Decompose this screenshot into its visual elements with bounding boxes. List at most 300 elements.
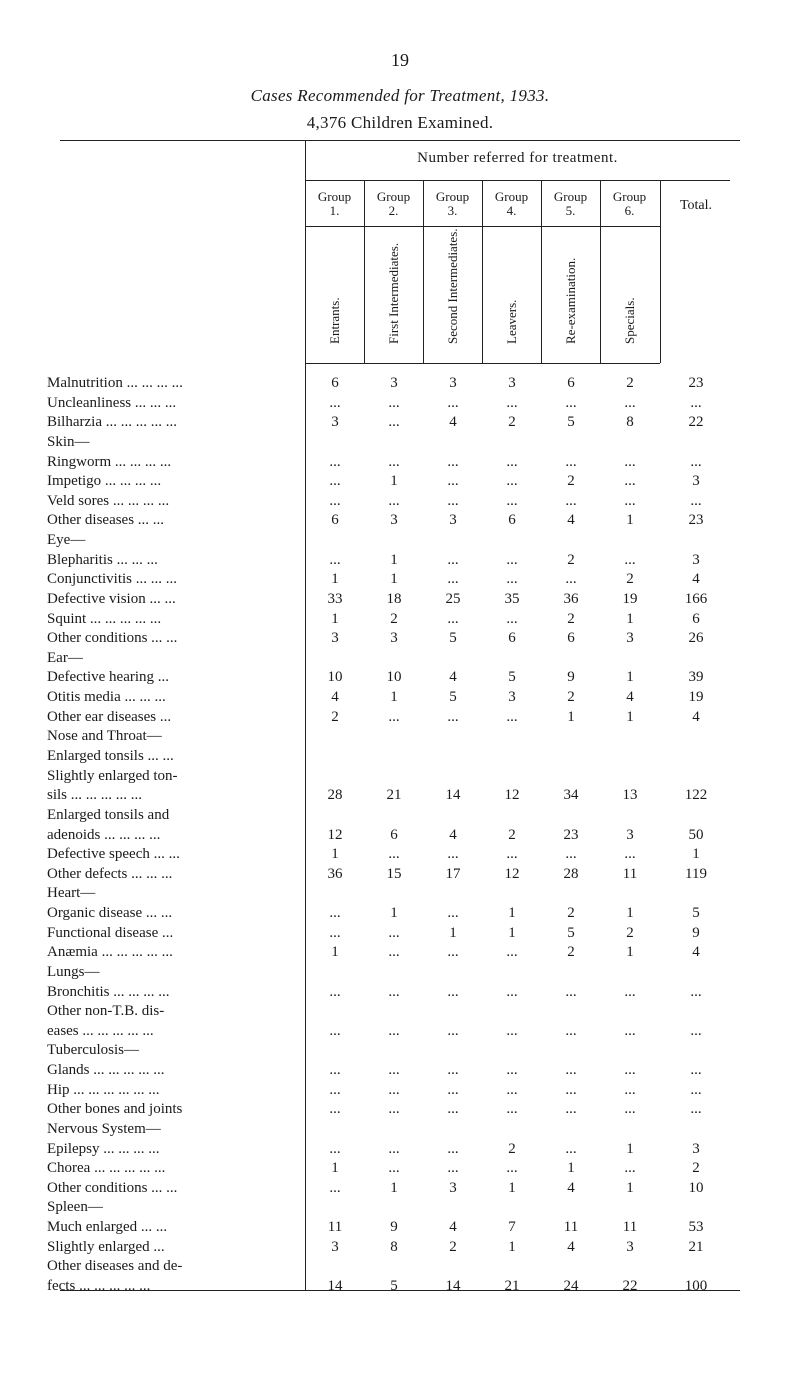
value-cell: 5 [567, 414, 575, 430]
value-cell: ... [329, 984, 341, 1000]
row-label: Heart— [47, 885, 96, 901]
value-cell: 2 [567, 944, 575, 960]
value-cell: ... [506, 984, 518, 1000]
total-cell: 19 [688, 689, 704, 705]
value-cell: ... [624, 1101, 636, 1117]
value-cell: ... [329, 552, 341, 568]
value-cell: 2 [626, 375, 634, 391]
row-label: Nervous System— [47, 1121, 161, 1137]
value-cell: ... [565, 493, 577, 509]
total-cell: 4 [692, 571, 700, 587]
col-divider-6 [660, 180, 661, 363]
total-cell: 23 [688, 512, 704, 528]
value-cell: ... [506, 552, 518, 568]
value-cell: 17 [445, 866, 461, 882]
value-cell: 1 [331, 846, 339, 862]
table-row [0, 944, 800, 966]
category-leavers: Leavers. [504, 299, 519, 344]
row-label: adenoids ... ... ... ... [47, 827, 161, 843]
value-cell: 2 [508, 827, 516, 843]
value-cell: ... [388, 846, 400, 862]
row-label: Other conditions ... ... [47, 1180, 178, 1196]
value-cell: ... [506, 571, 518, 587]
value-cell: 6 [567, 375, 575, 391]
total-cell: 6 [692, 611, 700, 627]
row-label: Otitis media ... ... ... [47, 689, 166, 705]
row-label: Organic disease ... ... [47, 905, 173, 921]
total-cell: 5 [692, 905, 700, 921]
value-cell: ... [506, 1023, 518, 1039]
value-cell: 3 [390, 630, 398, 646]
value-cell: 1 [626, 1180, 634, 1196]
value-cell: 22 [622, 1278, 638, 1294]
table-row [0, 375, 800, 397]
total-cell: 26 [688, 630, 704, 646]
table-row [0, 1042, 800, 1064]
value-cell: ... [506, 611, 518, 627]
row-label: Enlarged tonsils and [47, 807, 170, 823]
value-cell: ... [447, 395, 459, 411]
value-cell: 35 [504, 591, 520, 607]
group-3-header: Group 3. [435, 189, 470, 218]
value-cell: ... [388, 1101, 400, 1117]
row-label: Spleen— [47, 1199, 103, 1215]
value-cell: 2 [567, 473, 575, 489]
row-label: Hip ... ... ... ... ... ... [47, 1082, 160, 1098]
row-label: Conjunctivitis ... ... ... [47, 571, 178, 587]
total-cell: ... [690, 1082, 702, 1098]
value-cell: ... [624, 493, 636, 509]
row-label: Other diseases ... ... [47, 512, 165, 528]
total-cell: ... [690, 984, 702, 1000]
value-cell: 3 [508, 375, 516, 391]
value-cell: 14 [445, 1278, 461, 1294]
row-label: Impetigo ... ... ... ... [47, 473, 162, 489]
value-cell: 21 [386, 787, 402, 803]
table-row [0, 748, 800, 770]
row-label: Other ear diseases ... [47, 709, 172, 725]
value-cell: 19 [622, 591, 638, 607]
value-cell: 15 [386, 866, 402, 882]
row-label: Other diseases and de- [47, 1258, 183, 1274]
value-cell: 4 [626, 689, 634, 705]
value-cell: 1 [508, 905, 516, 921]
value-cell: ... [447, 1141, 459, 1157]
value-cell: 2 [567, 689, 575, 705]
total-cell: 3 [692, 473, 700, 489]
value-cell: 3 [449, 375, 457, 391]
value-cell: ... [447, 1023, 459, 1039]
row-label: Other conditions ... ... [47, 630, 178, 646]
total-cell: 50 [688, 827, 704, 843]
value-cell: ... [565, 1101, 577, 1117]
value-cell: 3 [508, 689, 516, 705]
total-cell: ... [690, 493, 702, 509]
total-cell: 23 [688, 375, 704, 391]
total-cell: ... [690, 1062, 702, 1078]
value-cell: ... [565, 454, 577, 470]
table-row [0, 728, 800, 750]
table-title: Cases Recommended for Treatment, 1933. [250, 86, 550, 105]
value-cell: ... [388, 493, 400, 509]
value-cell: 9 [567, 669, 575, 685]
value-cell: ... [329, 905, 341, 921]
value-cell: 2 [567, 905, 575, 921]
value-cell: 6 [508, 630, 516, 646]
value-cell: ... [624, 473, 636, 489]
total-cell: 21 [688, 1239, 704, 1255]
row-label: Other bones and joints [47, 1101, 183, 1117]
value-cell: 5 [449, 630, 457, 646]
row-label: sils ... ... ... ... ... [47, 787, 143, 803]
value-cell: 12 [504, 787, 520, 803]
table-row [0, 1003, 800, 1025]
value-cell: ... [329, 925, 341, 941]
value-cell: 3 [390, 375, 398, 391]
table-row [0, 1121, 800, 1143]
value-cell: 4 [449, 669, 457, 685]
table-row [0, 1258, 800, 1280]
value-cell: ... [624, 846, 636, 862]
total-cell: 4 [692, 944, 700, 960]
value-cell: ... [447, 571, 459, 587]
table-row [0, 434, 800, 456]
value-cell: 1 [508, 1180, 516, 1196]
value-cell: ... [447, 905, 459, 921]
value-cell: 8 [390, 1239, 398, 1255]
value-cell: ... [329, 473, 341, 489]
value-cell: ... [506, 846, 518, 862]
table-row [0, 630, 800, 652]
value-cell: ... [447, 846, 459, 862]
value-cell: ... [388, 944, 400, 960]
row-label: Blepharitis ... ... ... [47, 552, 158, 568]
row-label: fects ... ... ... ... ... [47, 1278, 151, 1294]
value-cell: ... [388, 1023, 400, 1039]
value-cell: 36 [563, 591, 579, 607]
value-cell: 3 [626, 827, 634, 843]
value-cell: ... [624, 454, 636, 470]
row-label: Lungs— [47, 964, 100, 980]
value-cell: ... [624, 395, 636, 411]
value-cell: ... [565, 984, 577, 1000]
value-cell: 14 [327, 1278, 343, 1294]
value-cell: 3 [331, 1239, 339, 1255]
total-cell: 100 [684, 1278, 708, 1294]
value-cell: ... [506, 454, 518, 470]
value-cell: ... [329, 493, 341, 509]
value-cell: 1 [626, 944, 634, 960]
row-label: Defective vision ... ... [47, 591, 176, 607]
value-cell: 1 [567, 709, 575, 725]
value-cell: ... [624, 1062, 636, 1078]
value-cell: ... [447, 944, 459, 960]
value-cell: 6 [331, 512, 339, 528]
category-second-intermediates: Second Intermediates. [445, 228, 460, 344]
value-cell: 6 [567, 630, 575, 646]
value-cell: ... [624, 984, 636, 1000]
row-label: Other defects ... ... ... [47, 866, 173, 882]
value-cell: ... [565, 1023, 577, 1039]
row-label: Functional disease ... [47, 925, 174, 941]
value-cell: 1 [626, 1141, 634, 1157]
row-label: Glands ... ... ... ... ... [47, 1062, 165, 1078]
value-cell: 1 [626, 611, 634, 627]
value-cell: ... [329, 454, 341, 470]
value-cell: 4 [567, 1239, 575, 1255]
value-cell: ... [388, 1062, 400, 1078]
row-label: Chorea ... ... ... ... ... [47, 1160, 166, 1176]
value-cell: 4 [567, 1180, 575, 1196]
value-cell: ... [329, 395, 341, 411]
row-label: Epilepsy ... ... ... ... [47, 1141, 160, 1157]
row-label: Eye— [47, 532, 86, 548]
value-cell: 1 [626, 709, 634, 725]
value-cell: 3 [449, 512, 457, 528]
value-cell: ... [388, 395, 400, 411]
row-label: Tuberculosis— [47, 1042, 139, 1058]
value-cell: 1 [508, 925, 516, 941]
table-top-rule [60, 140, 740, 141]
value-cell: ... [447, 454, 459, 470]
value-cell: ... [388, 1082, 400, 1098]
value-cell: 1 [331, 1160, 339, 1176]
value-cell: ... [447, 1160, 459, 1176]
value-cell: 5 [508, 669, 516, 685]
total-cell: ... [690, 395, 702, 411]
value-cell: 1 [390, 905, 398, 921]
value-cell: ... [506, 473, 518, 489]
groups-top-rule [305, 180, 730, 181]
value-cell: 1 [331, 571, 339, 587]
table-row [0, 414, 800, 436]
row-label: Ringworm ... ... ... ... [47, 454, 172, 470]
table-row [0, 1101, 800, 1123]
value-cell: 36 [327, 866, 343, 882]
value-cell: 11 [327, 1219, 343, 1235]
value-cell: 2 [567, 611, 575, 627]
total-cell: 39 [688, 669, 704, 685]
table-row [0, 787, 800, 809]
value-cell: ... [506, 1101, 518, 1117]
value-cell: 2 [626, 571, 634, 587]
value-cell: 14 [445, 787, 461, 803]
value-cell: 11 [622, 1219, 638, 1235]
value-cell: ... [388, 709, 400, 725]
total-cell: ... [690, 1101, 702, 1117]
row-label: Uncleanliness ... ... ... [47, 395, 177, 411]
value-cell: 1 [626, 669, 634, 685]
value-cell: 5 [449, 689, 457, 705]
total-cell: 3 [692, 1141, 700, 1157]
value-cell: 1 [508, 1239, 516, 1255]
total-cell: 9 [692, 925, 700, 941]
value-cell: 6 [390, 827, 398, 843]
value-cell: 1 [626, 512, 634, 528]
row-label: Other non-T.B. dis- [47, 1003, 165, 1019]
value-cell: 1 [390, 473, 398, 489]
value-cell: ... [329, 1101, 341, 1117]
value-cell: ... [506, 1082, 518, 1098]
row-label: Defective speech ... ... [47, 846, 180, 862]
group-5-header: Group 5. [553, 189, 588, 218]
value-cell: 10 [386, 669, 402, 685]
value-cell: 2 [449, 1239, 457, 1255]
value-cell: ... [388, 414, 400, 430]
value-cell: ... [506, 1062, 518, 1078]
value-cell: 6 [508, 512, 516, 528]
category-specials: Specials. [622, 297, 637, 344]
value-cell: ... [447, 611, 459, 627]
value-cell: ... [329, 1023, 341, 1039]
table-row [0, 807, 800, 829]
table-row [0, 473, 800, 495]
category-re-examination: Re-examination. [563, 257, 578, 344]
total-cell: 1 [692, 846, 700, 862]
value-cell: ... [624, 1082, 636, 1098]
row-label: Slightly enlarged ton- [47, 768, 178, 784]
row-label: Ear— [47, 650, 83, 666]
row-label: Bilharzia ... ... ... ... ... [47, 414, 177, 430]
value-cell: ... [506, 1160, 518, 1176]
value-cell: 1 [390, 1180, 398, 1196]
value-cell: ... [624, 1023, 636, 1039]
total-cell: 53 [688, 1219, 704, 1235]
total-cell: ... [690, 454, 702, 470]
value-cell: ... [506, 944, 518, 960]
value-cell: ... [565, 395, 577, 411]
value-cell: ... [447, 1101, 459, 1117]
value-cell: 9 [390, 1219, 398, 1235]
value-cell: 1 [331, 611, 339, 627]
row-label: Veld sores ... ... ... ... [47, 493, 170, 509]
value-cell: ... [329, 1141, 341, 1157]
value-cell: ... [329, 1082, 341, 1098]
row-label: Malnutrition ... ... ... ... [47, 375, 183, 391]
value-cell: 13 [622, 787, 638, 803]
value-cell: 28 [327, 787, 343, 803]
value-cell: 3 [331, 414, 339, 430]
value-cell: 1 [390, 689, 398, 705]
value-cell: 8 [626, 414, 634, 430]
value-cell: ... [388, 1141, 400, 1157]
value-cell: 2 [390, 611, 398, 627]
total-cell: 4 [692, 709, 700, 725]
value-cell: ... [447, 709, 459, 725]
row-label: Bronchitis ... ... ... ... [47, 984, 170, 1000]
row-label: Anæmia ... ... ... ... ... [47, 944, 173, 960]
value-cell: 10 [327, 669, 343, 685]
table-row [0, 571, 800, 593]
value-cell: 2 [567, 552, 575, 568]
value-cell: 4 [567, 512, 575, 528]
value-cell: 2 [508, 414, 516, 430]
row-label: Squint ... ... ... ... ... [47, 611, 162, 627]
value-cell: 4 [449, 1219, 457, 1235]
value-cell: ... [329, 1062, 341, 1078]
header-bottom-rule [305, 363, 660, 364]
value-cell: ... [565, 1082, 577, 1098]
value-cell: ... [565, 846, 577, 862]
value-cell: ... [329, 1180, 341, 1196]
value-cell: 12 [327, 827, 343, 843]
value-cell: 21 [504, 1278, 520, 1294]
value-cell: 25 [445, 591, 461, 607]
value-cell: 1 [567, 1160, 575, 1176]
total-cell: 122 [684, 787, 708, 803]
value-cell: 11 [622, 866, 638, 882]
group-2-header: Group 2. [376, 189, 411, 218]
table-row [0, 512, 800, 534]
value-cell: 33 [327, 591, 343, 607]
value-cell: ... [447, 552, 459, 568]
value-cell: 5 [567, 925, 575, 941]
table-row [0, 1278, 800, 1300]
value-cell: 1 [626, 905, 634, 921]
value-cell: ... [506, 493, 518, 509]
value-cell: 1 [331, 944, 339, 960]
total-cell: 3 [692, 552, 700, 568]
value-cell: 4 [449, 414, 457, 430]
row-label: Slightly enlarged ... [47, 1239, 165, 1255]
total-cell: 10 [688, 1180, 704, 1196]
value-cell: 11 [563, 1219, 579, 1235]
value-cell: ... [447, 984, 459, 1000]
row-label: eases ... ... ... ... ... [47, 1023, 154, 1039]
page-number: 19 [391, 50, 409, 70]
value-cell: ... [565, 1062, 577, 1078]
value-cell: 7 [508, 1219, 516, 1235]
table-row [0, 964, 800, 986]
table-subtitle: 4,376 Children Examined. [306, 113, 494, 132]
row-label: Skin— [47, 434, 90, 450]
table-row [0, 689, 800, 711]
value-cell: 12 [504, 866, 520, 882]
value-cell: ... [388, 1160, 400, 1176]
value-cell: ... [506, 709, 518, 725]
total-cell: ... [690, 1023, 702, 1039]
value-cell: 2 [508, 1141, 516, 1157]
value-cell: 6 [331, 375, 339, 391]
value-cell: ... [447, 1082, 459, 1098]
number-referred-header: Number referred for treatment. [417, 150, 618, 166]
table-row [0, 532, 800, 554]
value-cell: 18 [386, 591, 402, 607]
value-cell: ... [447, 1062, 459, 1078]
value-cell: 1 [390, 571, 398, 587]
group-4-header: Group 4. [494, 189, 529, 218]
value-cell: 24 [563, 1278, 579, 1294]
table-row [0, 591, 800, 613]
value-cell: 23 [563, 827, 579, 843]
value-cell: ... [388, 925, 400, 941]
value-cell: ... [388, 454, 400, 470]
value-cell: ... [388, 984, 400, 1000]
row-label: Enlarged tonsils ... ... [47, 748, 174, 764]
value-cell: 2 [626, 925, 634, 941]
row-label: Defective hearing ... [47, 669, 170, 685]
table-row [0, 1219, 800, 1241]
value-cell: ... [447, 493, 459, 509]
value-cell: 4 [331, 689, 339, 705]
value-cell: ... [506, 395, 518, 411]
value-cell: ... [624, 1160, 636, 1176]
category-entrants: Entrants. [327, 297, 342, 344]
value-cell: 1 [390, 552, 398, 568]
table-row [0, 846, 800, 868]
table-row [0, 1199, 800, 1221]
total-cell: 22 [688, 414, 704, 430]
